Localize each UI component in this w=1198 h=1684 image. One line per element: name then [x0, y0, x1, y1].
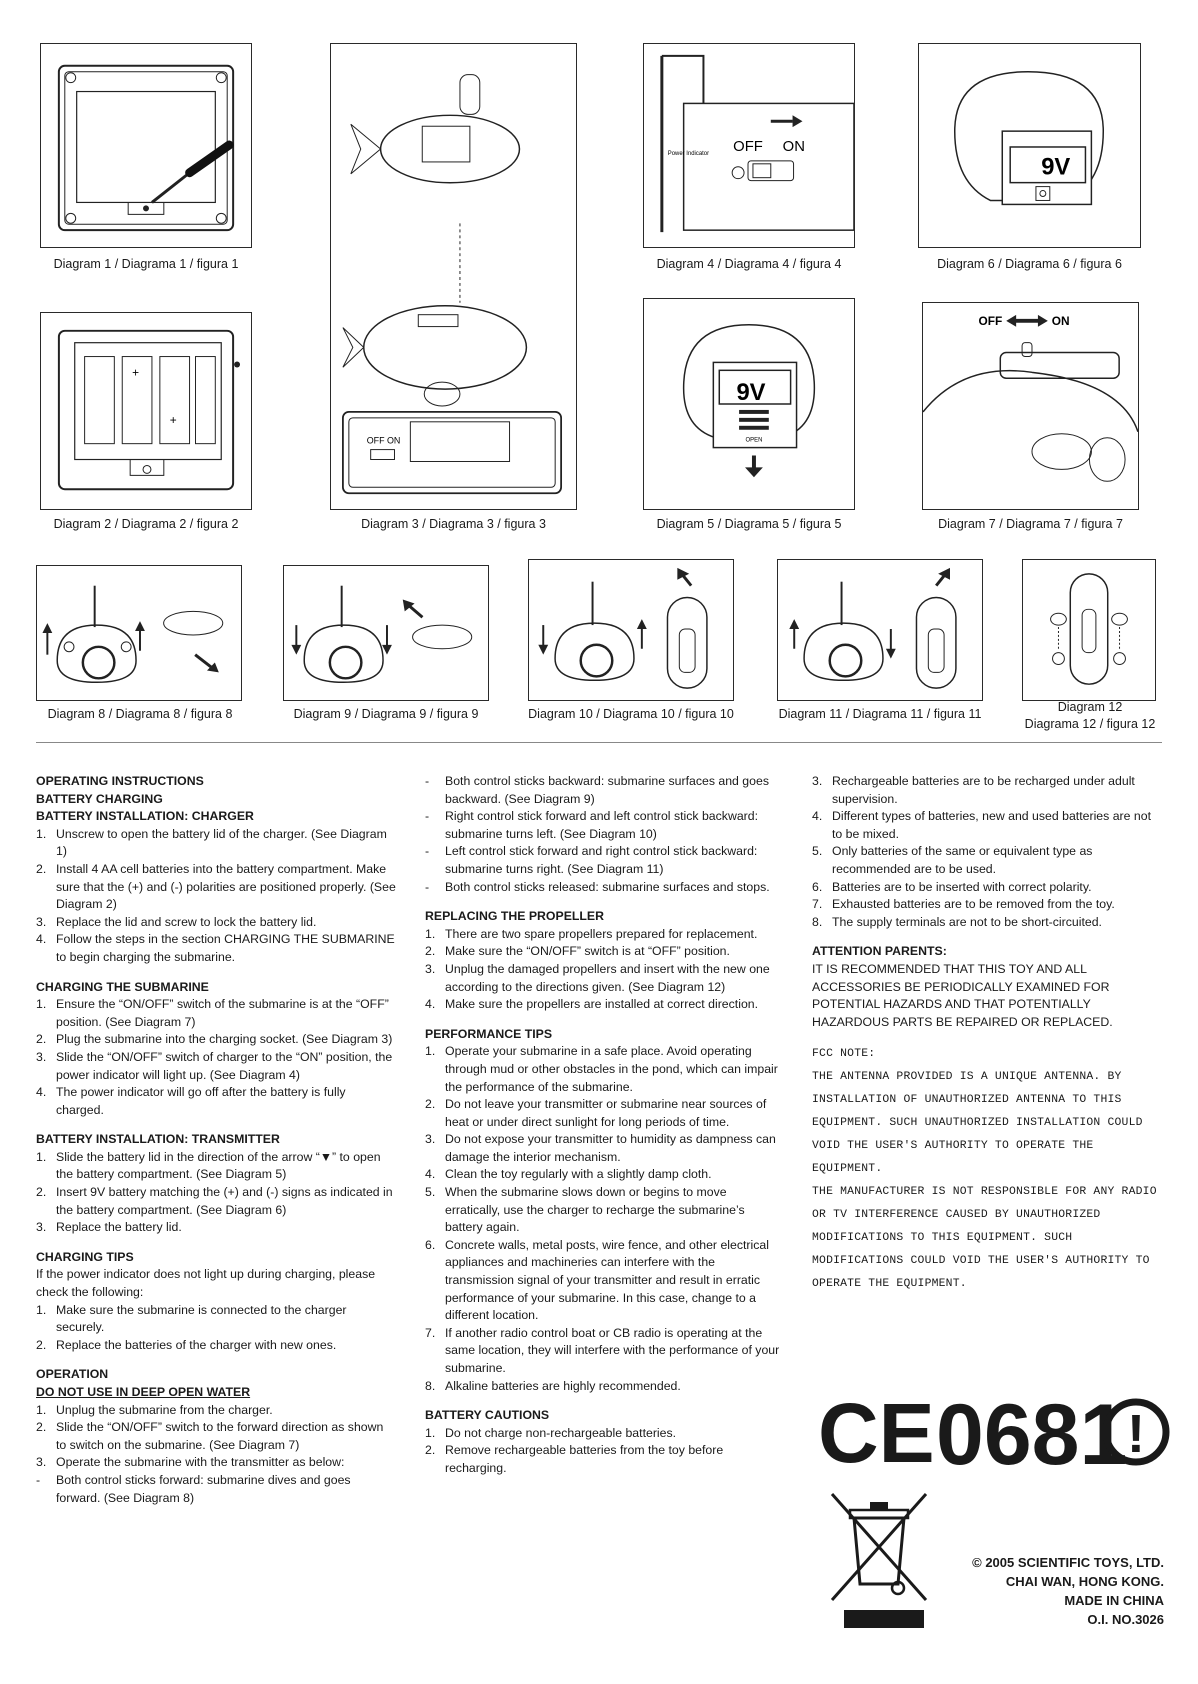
diagram-5-battery-label: 9V [736, 379, 766, 407]
weee-bar [844, 1610, 924, 1628]
list-item: 7. Exhausted batteries are to be removed from the toy. [812, 897, 1115, 912]
heading-battery-cautions: BATTERY CAUTIONS [425, 1408, 550, 1423]
heading-battery-charging: BATTERY CHARGING [36, 791, 163, 806]
diagram-8-caption: Diagram 8 / Diagrama 8 / figura 8 [47, 707, 233, 721]
svg-text:+: + [169, 412, 177, 427]
diagram-7-on-label: ON [1051, 313, 1070, 328]
list-item: 4. Follow the steps in the section CHARGING THE SUBMARINE to begin charging the submarine. [36, 932, 395, 964]
heading-charging-tips: CHARGING TIPS [36, 1249, 134, 1264]
list-item: 3. Operate the submarine with the transmitter as below: [36, 1455, 345, 1470]
list-item: 4. The power indicator will go off after the battery is fully charged. [36, 1085, 346, 1117]
diagram-11-caption: Diagram 11 / Diagrama 11 / figura 11 [778, 707, 982, 721]
heading-charger: BATTERY INSTALLATION: CHARGER [36, 809, 254, 824]
diagram-5-figure [643, 298, 855, 510]
list-item: 8. The supply terminals are not to be short-circuited. [812, 914, 1102, 929]
diagram-3-off-on: OFF ON [366, 435, 401, 446]
diagram-4-off-label: OFF [733, 138, 763, 155]
list-item: 5. Only batteries of the same or equivalent type as recommended are to be used. [812, 844, 1093, 876]
list-item: 1. Do not charge non-rechargeable batteries. [425, 1425, 677, 1440]
list-item: - Both control sticks released: submarine surfaces and stops. [425, 879, 770, 894]
list-item: 2. Replace the batteries of the charger with new ones. [36, 1337, 337, 1352]
column-3 [812, 773, 1164, 1296]
battery-cautions-list [425, 1425, 785, 1478]
diagram-6-battery-label: 9V [1041, 153, 1071, 181]
list-item: 5. When the submarine slows down or begins to move erratically, use the charger to recharge the submarine’s battery again. [425, 1185, 745, 1235]
diagram-12-caption-1: Diagram 12 [1057, 700, 1123, 714]
charger-steps [36, 826, 396, 967]
oi-number: O.I. NO.3026 [1087, 1612, 1164, 1627]
copyright-line: © 2005 SCIENTIFIC TOYS, LTD. [972, 1555, 1164, 1570]
list-item: 2. Make sure the “ON/OFF” switch is at “OFF” position. [425, 944, 730, 959]
diagram-12-figure [1022, 559, 1156, 701]
list-item: 3. Replace the lid and screw to lock the battery lid. [36, 914, 317, 929]
attention-parents-text: IT IS RECOMMENDED THAT THIS TOY AND ALL ACCESSORIES BE PERIODICALLY EXAMINED FOR POTENTIAL HAZARDS AND THAT POTENTIALLY HAZARDOUS PARTS BE REPAIRED OR REPLACED. [812, 961, 1113, 1029]
ce-mark [818, 1380, 1170, 1480]
heading-operation: OPERATION [36, 1367, 109, 1382]
heading-transmitter: BATTERY INSTALLATION: TRANSMITTER [36, 1132, 280, 1147]
column-1 [36, 773, 396, 1507]
deep-water-warning: DO NOT USE IN DEEP OPEN WATER [36, 1385, 251, 1399]
diagram-2-figure [40, 312, 252, 510]
list-item: 1. Operate your submarine in a safe place. Avoid operating through mud or other obstacles in the pond, which can impair the performance of the submarine. [425, 1044, 778, 1094]
diagram-11-figure [777, 559, 983, 701]
list-item: 3. Slide the “ON/OFF” switch of charger to the “ON” position, the power indicator will light up. (See Diagram 4) [36, 1049, 393, 1082]
list-item: 6. Concrete walls, metal posts, wire fence, and other electrical appliances and machineries can interfere with the transmission signal of your transmitter and result in erratic performance of your submarine. In this case, change to a different location. [425, 1237, 769, 1323]
list-item: 2. Do not leave your transmitter or submarine near sources of heat or under direct sunlight for long periods of time. [425, 1097, 767, 1129]
list-item: 4. Make sure the propellers are installed at correct direction. [425, 997, 759, 1012]
battery-cautions-cont [812, 773, 1164, 931]
fcc-paragraph-2: THE MANUFACTURER IS NOT RESPONSIBLE FOR ANY RADIO OR TV INTERFERENCE CAUSED BY UNAUTHORIZED MODIFICATIONS TO THIS EQUIPMENT. SUCH MODIFICATIONS COULD VOID THE USER'S AUTHORITY TO OPERATE THE EQUIPMENT. [812, 1186, 1157, 1291]
list-item: 3. Rechargeable batteries are to be recharged under adult supervision. [812, 774, 1135, 806]
list-item: 7. If another radio control boat or CB radio is operating at the same location, they will interfere with the performance of your submarine. [425, 1325, 780, 1375]
diagram-7-caption: Diagram 7 / Diagrama 7 / figura 7 [938, 517, 1123, 531]
diagram-4-caption: Diagram 4 / Diagrama 4 / figura 4 [656, 257, 842, 271]
diagram-4-figure [643, 43, 855, 248]
list-item: 2. Remove rechargeable batteries from the toy before recharging. [425, 1443, 724, 1475]
made-in-line: MADE IN CHINA [1064, 1593, 1164, 1608]
diagram-10-caption: Diagram 10 / Diagrama 10 / figura 10 [528, 707, 734, 721]
list-item: - Both control sticks forward: submarine dives and goes forward. (See Diagram 8) [36, 1472, 351, 1505]
fcc-paragraph-1: THE ANTENNA PROVIDED IS A UNIQUE ANTENNA. BY INSTALLATION OF UNAUTHORIZED ANTENNA TO THIS EQUIPMENT. SUCH UNAUTHORIZED INSTALLATION COULD VOID THE USER'S AUTHORITY TO OPERATE THE EQUIPMENT. [812, 1071, 1143, 1176]
list-item: - Right control stick forward and left control stick backward: submarine turns left. (See Diagram 10) [425, 809, 759, 841]
list-item: - Both control sticks backward: submarine surfaces and goes backward. (See Diagram 9) [425, 774, 769, 806]
diagram-5-open-label: OPEN [745, 437, 763, 444]
heading-attention-parents: ATTENTION PARENTS: [812, 944, 947, 959]
alert-icon: ! [1127, 1404, 1145, 1464]
diagram-10-figure [528, 559, 734, 701]
copyright-block [972, 1553, 1164, 1629]
diagram-9-caption: Diagram 9 / Diagrama 9 / figura 9 [293, 707, 479, 721]
list-item: 2. Install 4 AA cell batteries into the battery compartment. Make sure that the (+) and (-) polarities are positioned properly. (See Diagram 2) [36, 861, 396, 912]
propeller-steps [425, 926, 785, 1014]
list-item: 8. Alkaline batteries are highly recommended. [425, 1378, 681, 1393]
operation-steps [36, 1402, 396, 1508]
section-divider [36, 742, 1162, 743]
column-2 [425, 773, 785, 1478]
diagram-8-figure [36, 565, 242, 701]
charging-sub-steps [36, 996, 396, 1119]
charging-tips-intro: If the power indicator does not light up during charging, please check the following: [36, 1267, 376, 1300]
list-item: - Left control stick forward and right control stick backward: submarine turns right. (See Diagram 11) [425, 844, 758, 876]
list-item: 1. Unplug the submarine from the charger. [36, 1402, 273, 1417]
list-item: 2. Insert 9V battery matching the (+) and (-) signs as indicated in the battery compartment. (See Diagram 6) [36, 1185, 393, 1217]
list-item: 1. Slide the battery lid in the direction of the arrow “▼” to open the battery compartment. (See Diagram 5) [36, 1149, 381, 1182]
list-item: 1. Unscrew to open the battery lid of the charger. (See Diagram 1) [36, 826, 387, 859]
list-item: 4. Clean the toy regularly with a slightly damp cloth. [425, 1167, 712, 1182]
diagram-7-figure [922, 302, 1139, 510]
diagram-3-figure [330, 43, 577, 510]
list-item: 3. Replace the battery lid. [36, 1220, 182, 1235]
diagram-4-on-label: ON [782, 138, 805, 155]
heading-replacing-propeller: REPLACING THE PROPELLER [425, 909, 605, 924]
ce-logo: CE [818, 1386, 935, 1480]
list-item: 4. Different types of batteries, new and used batteries are not to be mixed. [812, 809, 1151, 841]
fcc-title: FCC NOTE: [812, 1048, 876, 1061]
diagram-4-power-indicator: Power Indicator [667, 150, 710, 157]
diagram-6-figure [918, 43, 1141, 248]
diagram-1-caption: Diagram 1 / Diagrama 1 / figura 1 [53, 257, 239, 271]
list-item: 3. Do not expose your transmitter to humidity as dampness can damage the interior mechanism. [425, 1132, 776, 1164]
list-item: 1. Ensure the “ON/OFF” switch of the submarine is at the “OFF” position. (See Diagram 7) [36, 997, 389, 1029]
list-item: 6. Batteries are to be inserted with correct polarity. [812, 879, 1092, 894]
diagram-12-caption-2: Diagrama 12 / figura 12 [1024, 717, 1156, 731]
heading-performance-tips: PERFORMANCE TIPS [425, 1026, 553, 1041]
diagram-3-caption: Diagram 3 / Diagrama 3 / figura 3 [361, 517, 546, 531]
diagram-6-caption: Diagram 6 / Diagrama 6 / figura 6 [937, 257, 1122, 271]
list-item: 2. Plug the submarine into the charging socket. (See Diagram 3) [36, 1032, 393, 1047]
address-line: CHAI WAN, HONG KONG. [1005, 1574, 1164, 1589]
diagram-7-off-label: OFF [978, 313, 1003, 328]
list-item: 2. Slide the “ON/OFF” switch to the forward direction as shown to switch on the submarine. (See Diagram 7) [36, 1420, 384, 1452]
svg-text:+: + [132, 365, 140, 380]
diagram-9-figure [283, 565, 489, 701]
fcc-note [812, 1043, 1164, 1296]
list-item: 1. Make sure the submarine is connected to the charger securely. [36, 1302, 347, 1335]
performance-tips-list [425, 1043, 785, 1395]
ce-number: 0681 [936, 1387, 1128, 1480]
charging-tips-list [36, 1302, 396, 1355]
heading-operating-instructions: OPERATING INSTRUCTIONS [36, 774, 204, 788]
operation-steps-cont [425, 773, 785, 896]
list-item: 1. There are two spare propellers prepared for replacement. [425, 926, 758, 941]
list-item: 3. Unplug the damaged propellers and insert with the new one according to the directions given. (See Diagram 12) [425, 961, 770, 994]
transmitter-steps [36, 1149, 396, 1237]
diagram-2-caption: Diagram 2 / Diagrama 2 / figura 2 [53, 517, 239, 531]
diagram-5-caption: Diagram 5 / Diagrama 5 / figura 5 [656, 517, 842, 531]
diagram-1-figure [40, 43, 252, 248]
heading-charging-submarine: CHARGING THE SUBMARINE [36, 979, 209, 994]
weee-bin-icon [828, 1488, 930, 1606]
